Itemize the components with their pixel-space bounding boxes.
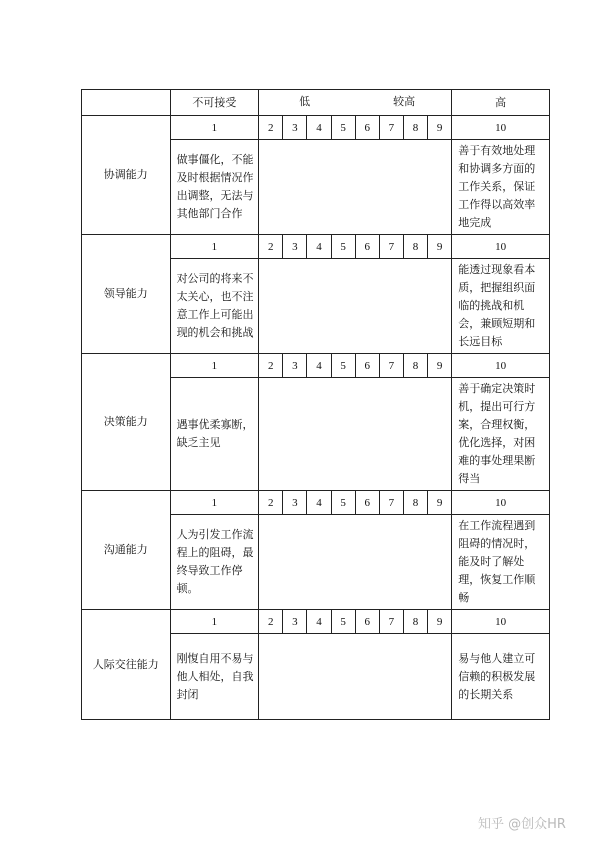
watermark: 知乎 @创众HR (478, 817, 566, 832)
score-8: 8 (403, 116, 427, 140)
score-1: 1 (170, 354, 259, 378)
score-7: 7 (379, 235, 403, 259)
low-description: 刚愎自用不易与他人相处，自我封闭 (170, 634, 259, 720)
score-6: 6 (355, 354, 379, 378)
score-3: 3 (283, 235, 307, 259)
score-9: 9 (428, 354, 452, 378)
score-4: 4 (307, 491, 331, 515)
header-low: 低 (299, 95, 311, 108)
score-row (82, 116, 550, 140)
score-6: 6 (355, 491, 379, 515)
middle-blank-cell (259, 140, 452, 235)
score-8: 8 (403, 235, 427, 259)
score-6: 6 (355, 116, 379, 140)
header-blank-cell (82, 90, 171, 116)
score-10: 10 (452, 235, 550, 259)
score-7: 7 (379, 116, 403, 140)
score-9: 9 (428, 491, 452, 515)
score-5: 5 (331, 235, 355, 259)
score-1: 1 (170, 235, 259, 259)
low-description: 对公司的将来不太关心，也不注意工作上可能出现的机会和挑战 (170, 259, 259, 354)
header-higher: 较高 (393, 95, 416, 108)
score-3: 3 (283, 116, 307, 140)
low-description: 人为引发工作流程上的阻碍，最终导致工作停顿。 (170, 515, 259, 610)
score-10: 10 (452, 354, 550, 378)
competency-name: 沟通能力 (82, 491, 171, 610)
score-2: 2 (259, 116, 283, 140)
high-description: 善于有效地处理和协调多方面的工作关系，保证工作得以高效率地完成 (452, 140, 550, 235)
score-4: 4 (307, 610, 331, 634)
competency-name: 决策能力 (82, 354, 171, 491)
low-description: 遇事优柔寡断，缺乏主见 (170, 378, 259, 491)
header-low-to-higher (259, 90, 452, 116)
score-5: 5 (331, 354, 355, 378)
header-high: 高 (452, 90, 550, 116)
score-2: 2 (259, 354, 283, 378)
score-2: 2 (259, 610, 283, 634)
high-description: 在工作流程遇到阻碍的情况时，能及时了解处理，恢复工作顺畅 (452, 515, 550, 610)
score-10: 10 (452, 116, 550, 140)
score-5: 5 (331, 116, 355, 140)
header-row (82, 90, 550, 116)
score-7: 7 (379, 610, 403, 634)
high-description: 能透过现象看本质，把握组织面临的挑战和机会，兼顾短期和长远目标 (452, 259, 550, 354)
score-1: 1 (170, 491, 259, 515)
middle-blank-cell (259, 259, 452, 354)
score-3: 3 (283, 491, 307, 515)
low-description: 做事僵化，不能及时根据情况作出调整，无法与其他部门合作 (170, 140, 259, 235)
competency-rating-table (81, 89, 550, 720)
score-9: 9 (428, 610, 452, 634)
score-7: 7 (379, 491, 403, 515)
competency-name: 协调能力 (82, 116, 171, 235)
score-7: 7 (379, 354, 403, 378)
score-6: 6 (355, 235, 379, 259)
score-3: 3 (283, 354, 307, 378)
score-2: 2 (259, 491, 283, 515)
score-9: 9 (428, 116, 452, 140)
score-5: 5 (331, 610, 355, 634)
middle-blank-cell (259, 378, 452, 491)
competency-name: 人际交往能力 (82, 610, 171, 720)
score-8: 8 (403, 354, 427, 378)
middle-blank-cell (259, 634, 452, 720)
score-2: 2 (259, 235, 283, 259)
high-description: 易与他人建立可信赖的积极发展的长期关系 (452, 634, 550, 720)
score-row (82, 235, 550, 259)
score-9: 9 (428, 235, 452, 259)
score-3: 3 (283, 610, 307, 634)
score-row (82, 491, 550, 515)
middle-blank-cell (259, 515, 452, 610)
score-1: 1 (170, 116, 259, 140)
score-row (82, 354, 550, 378)
score-4: 4 (307, 116, 331, 140)
score-6: 6 (355, 610, 379, 634)
score-8: 8 (403, 610, 427, 634)
header-not-acceptable: 不可接受 (170, 90, 259, 116)
score-10: 10 (452, 491, 550, 515)
high-description: 善于确定决策时机，提出可行方案，合理权衡，优化选择，对困难的事处理果断得当 (452, 378, 550, 491)
score-8: 8 (403, 491, 427, 515)
score-10: 10 (452, 610, 550, 634)
score-1: 1 (170, 610, 259, 634)
score-5: 5 (331, 491, 355, 515)
score-4: 4 (307, 354, 331, 378)
score-row (82, 610, 550, 634)
score-4: 4 (307, 235, 331, 259)
competency-name: 领导能力 (82, 235, 171, 354)
